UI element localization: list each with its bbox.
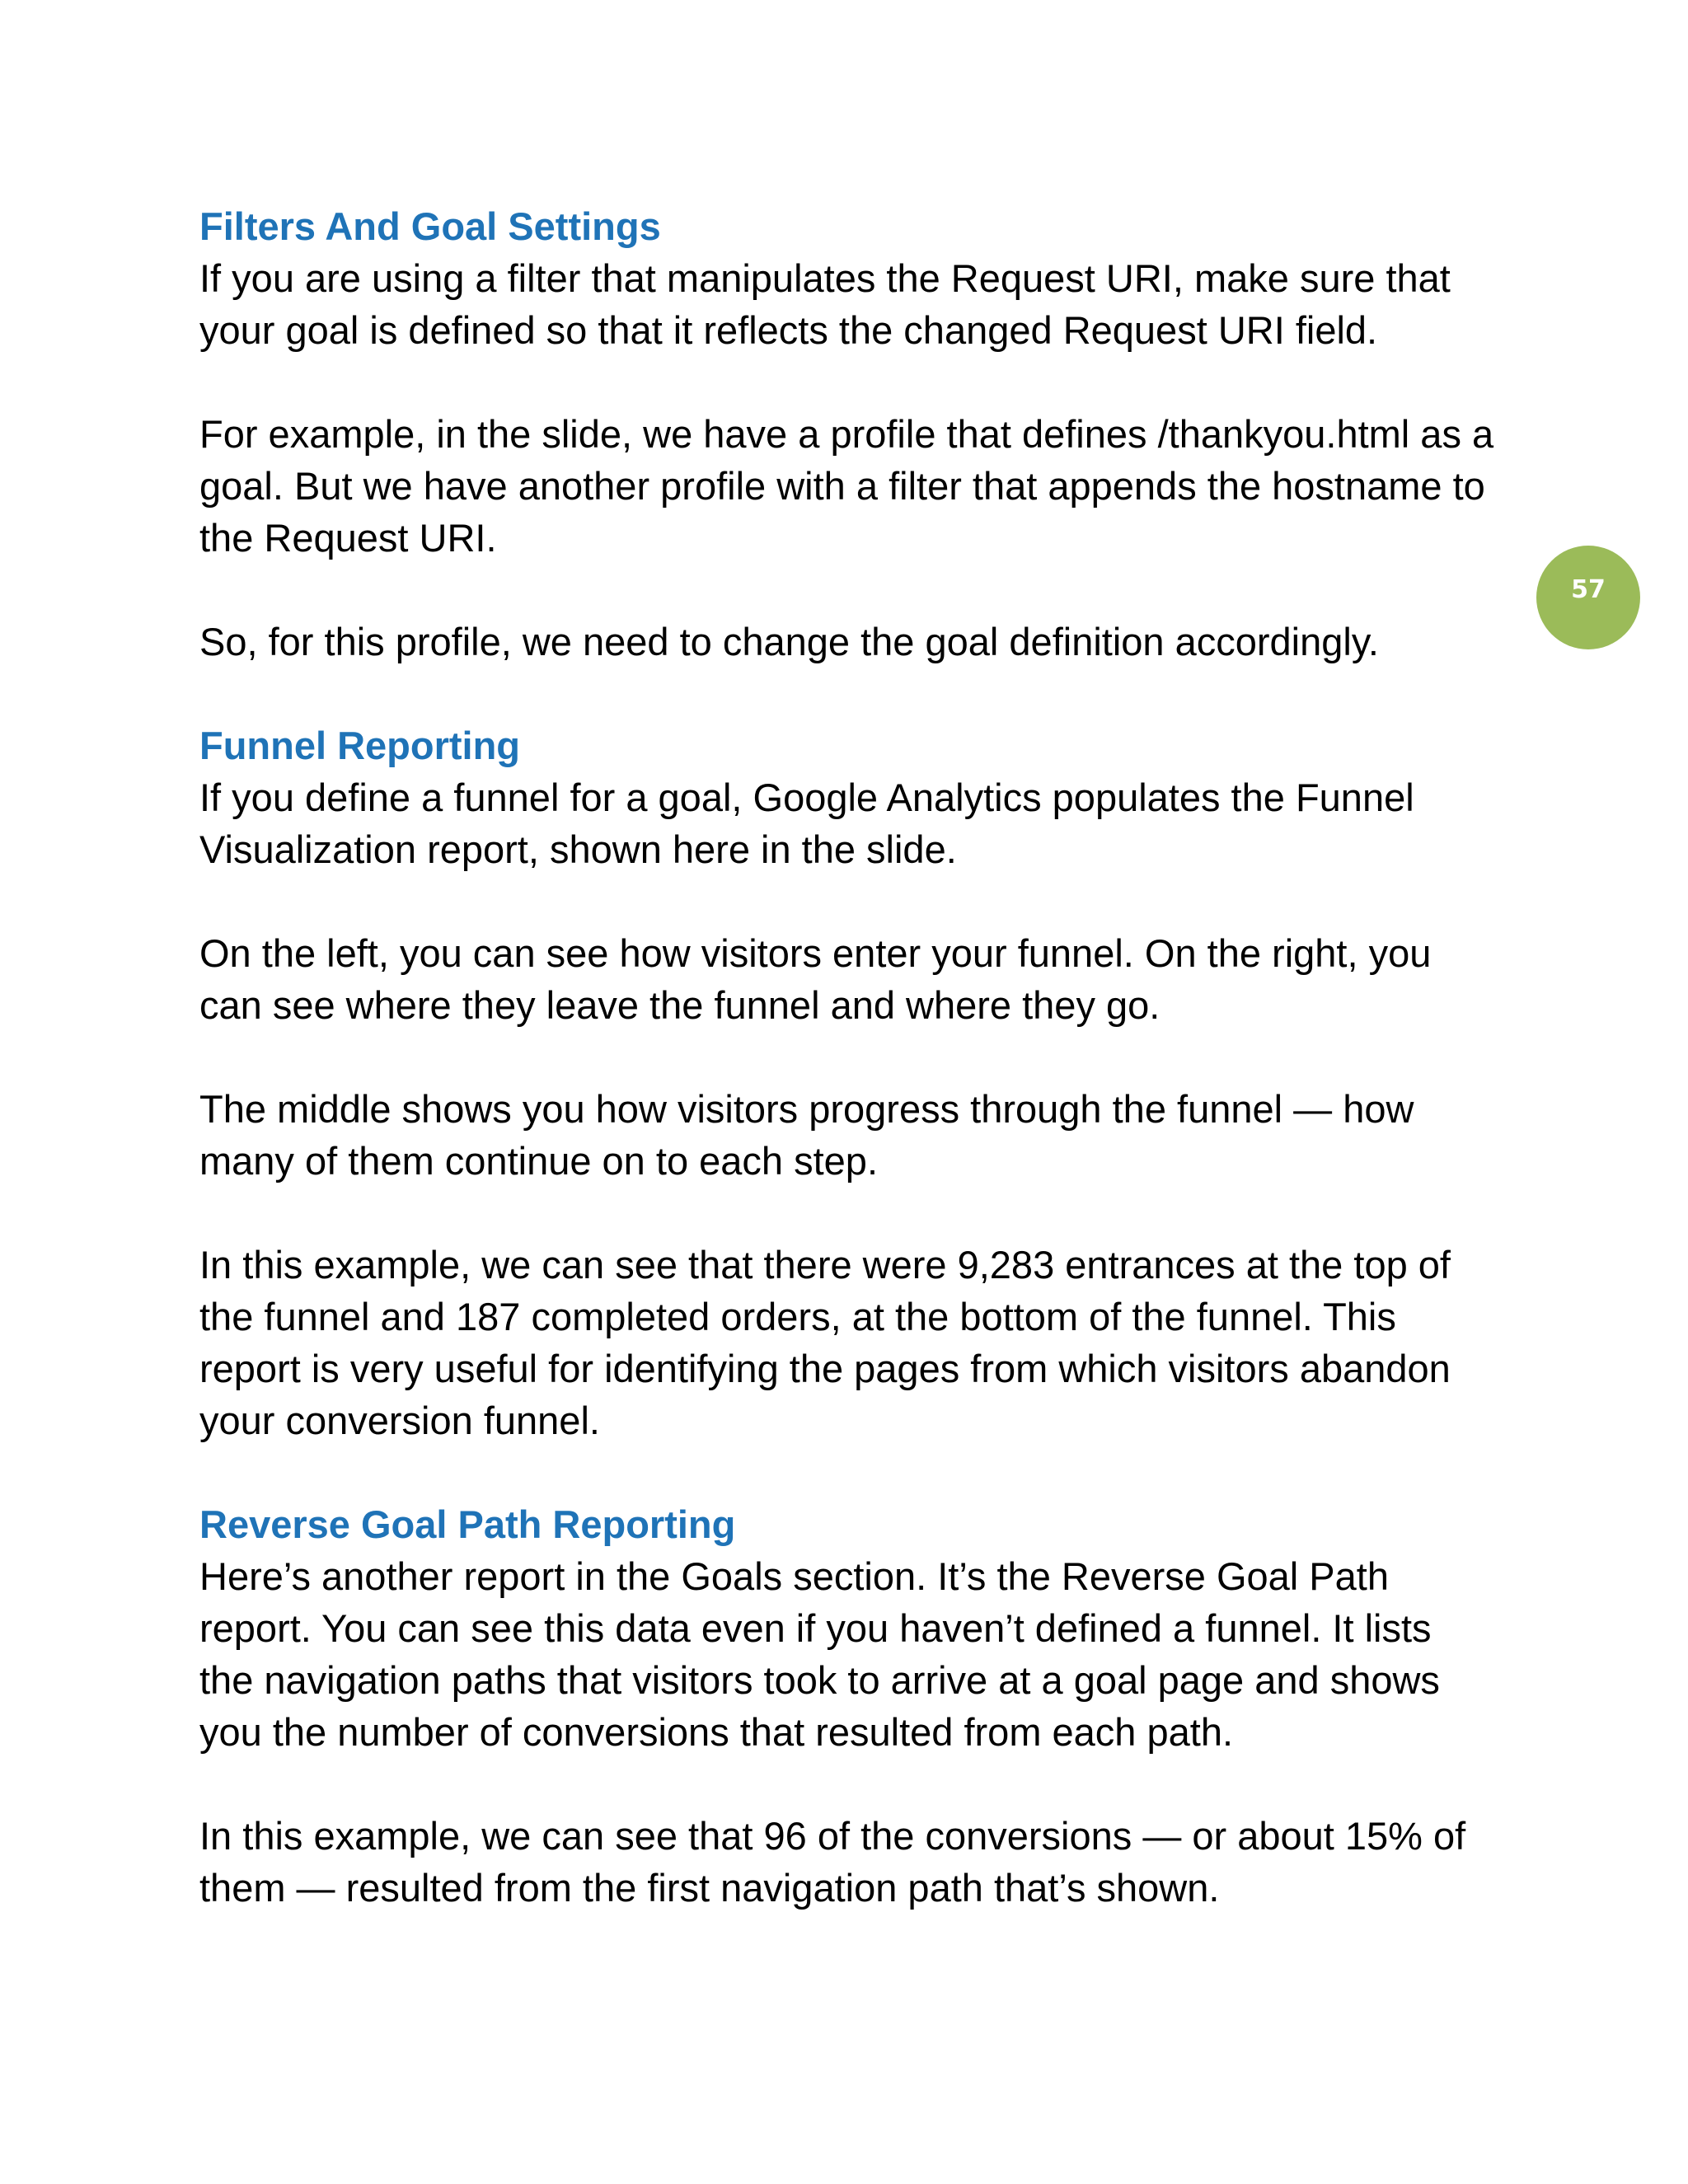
paragraph: On the left, you can see how visitors enter your funnel. On the right, you can see where they leave the funnel and where they go. — [199, 931, 1432, 1027]
paragraph: In this example, we can see that there were 9,283 entrances at the top of the funnel and 187 completed orders, at the bottom of the funnel. This report is very useful for identifying the pages from which visitors abandon your conversion funnel. — [199, 1243, 1451, 1442]
section-funnel-reporting — [199, 719, 1551, 1446]
paragraph: If you are using a filter that manipulates the Request URI, make sure that your goal is defined so that it reflects the changed Request URI field. — [199, 256, 1451, 352]
section-heading: Reverse Goal Path Reporting — [199, 1502, 736, 1546]
paragraph: The middle shows you how visitors progress through the funnel — how many of them continue on to each step. — [199, 1087, 1414, 1183]
section-filters-and-goal-settings — [199, 200, 1551, 668]
document-body — [199, 200, 1551, 1966]
paragraph: For example, in the slide, we have a profile that defines /thankyou.html as a goal. But we have another profile with a filter that appends the hostname to the Request URI. — [199, 412, 1494, 560]
section-heading: Filters And Goal Settings — [199, 204, 661, 248]
page-number-badge — [1536, 546, 1640, 649]
section-reverse-goal-path-reporting — [199, 1498, 1551, 1914]
paragraph: So, for this profile, we need to change the goal definition accordingly. — [199, 620, 1379, 663]
page-number: 57 — [1571, 575, 1606, 604]
section-heading: Funnel Reporting — [199, 724, 521, 767]
paragraph: Here’s another report in the Goals section. It’s the Reverse Goal Path report. You can see this data even if you haven’t defined a funnel. It lists the navigation paths that visitors took to arrive at a goal page and shows you the number of conversions that resulted from each path. — [199, 1554, 1440, 1754]
paragraph: If you define a funnel for a goal, Google Analytics populates the Funnel Visualization report, shown here in the slide. — [199, 776, 1414, 871]
paragraph: In this example, we can see that 96 of the conversions — or about 15% of them — resulted from the first navigation path that’s shown. — [199, 1814, 1466, 1910]
